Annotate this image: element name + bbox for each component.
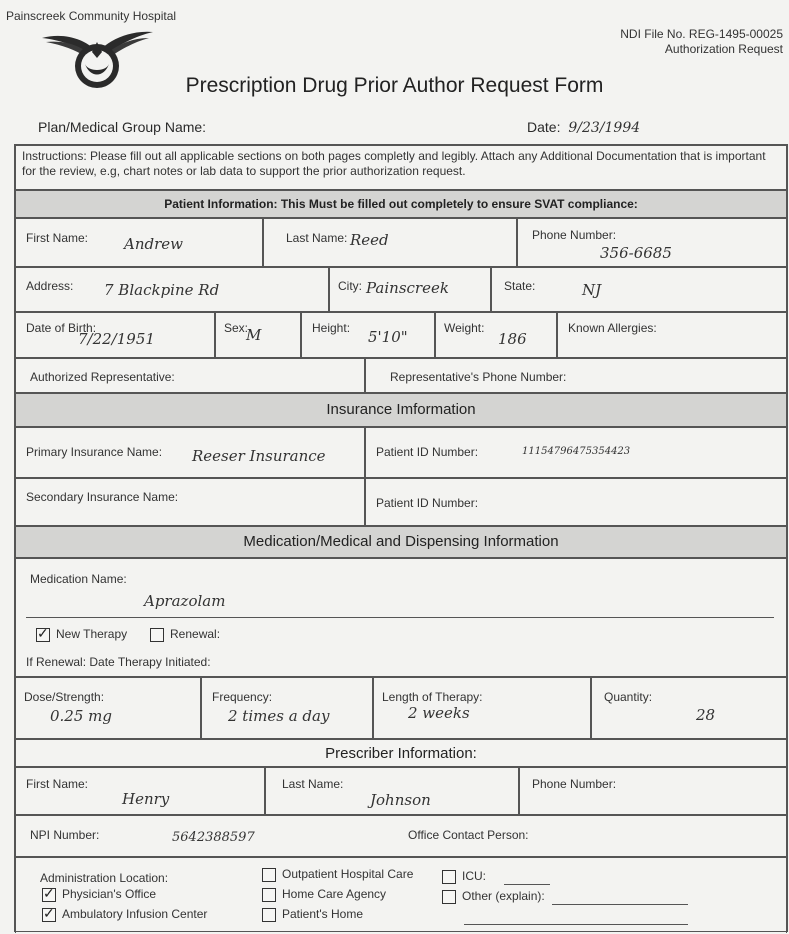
primary-insurance-value: Reeser Insurance: [192, 447, 326, 465]
quantity-field[interactable]: [591, 677, 787, 739]
medication-section-header: Medication/Medical and Dispensing Information: [15, 526, 787, 558]
frequency-label: Frequency:: [212, 690, 273, 704]
patient-first-name-field[interactable]: [15, 218, 263, 267]
medication-name-value: Aprazolam: [144, 592, 226, 610]
patient-dob-label: Date of Birth:: [26, 321, 97, 335]
home-care-box[interactable]: [262, 888, 276, 902]
patient-phone-value: 356-6685: [600, 244, 672, 262]
icu-checkbox[interactable]: [442, 869, 486, 884]
other-underline-1: [552, 904, 688, 905]
patient-last-name-value: Reed: [350, 231, 389, 249]
patient-sex-label: Sex:: [224, 321, 249, 335]
renewal-box[interactable]: [150, 628, 164, 642]
patient-dob-value: 7/22/1951: [78, 330, 155, 348]
prescriber-last-name-label: Last Name:: [282, 777, 344, 791]
other-label: Other (explain):: [462, 889, 545, 903]
patient-allergies-label: Known Allergies:: [568, 321, 657, 335]
prescriber-phone-label: Phone Number:: [532, 777, 617, 791]
patient-allergies-field[interactable]: [557, 312, 787, 358]
outpatient-label: Outpatient Hospital Care: [282, 867, 414, 881]
physicians-office-checkbox[interactable]: [42, 887, 156, 902]
prescriber-section-header: Prescriber Information:: [15, 739, 787, 767]
prescriber-first-name-label: First Name:: [26, 777, 89, 791]
secondary-insurance-label: Secondary Insurance Name:: [26, 490, 179, 504]
length-value: 2 weeks: [408, 704, 470, 722]
frequency-value: 2 times a day: [228, 707, 330, 725]
primary-insurance-field[interactable]: [15, 427, 365, 478]
insurance-section-header: Insurance Imformation: [15, 393, 787, 427]
patient-last-name-field[interactable]: [263, 218, 517, 267]
patient-city-value: Painscreek: [366, 279, 449, 297]
prescriber-first-name-value: Henry: [122, 790, 170, 808]
date-value: 9/23/1994: [568, 120, 641, 136]
new-therapy-box[interactable]: [36, 628, 50, 642]
patient-address-value: 7 Blackpine Rd: [104, 281, 220, 299]
ambulatory-checkbox[interactable]: [42, 907, 207, 922]
patient-address-label: Address:: [26, 279, 74, 293]
patient-weight-field[interactable]: [435, 312, 557, 358]
patient-height-label: Height:: [312, 321, 351, 335]
frequency-field[interactable]: [201, 677, 373, 739]
icu-label: ICU:: [462, 869, 486, 883]
renewal-date-label: If Renewal: Date Therapy Initiated:: [26, 655, 211, 669]
ambulatory-box[interactable]: [42, 908, 56, 922]
npi-row: [15, 815, 787, 857]
rep-phone-field[interactable]: [365, 358, 787, 393]
medication-name-label: Medication Name:: [30, 572, 127, 586]
npi-label: NPI Number:: [30, 828, 100, 842]
dose-label: Dose/Strength:: [24, 690, 105, 704]
physicians-office-box[interactable]: [42, 888, 56, 902]
patient-id-label: Patient ID Number:: [376, 445, 479, 459]
patient-phone-label: Phone Number:: [532, 228, 617, 242]
quantity-label: Quantity:: [604, 690, 653, 704]
patient-first-name-value: Andrew: [124, 235, 183, 253]
patient-state-label: State:: [504, 279, 536, 293]
prescriber-last-name-value: Johnson: [370, 791, 431, 809]
patient-weight-value: 186: [498, 330, 527, 348]
patient-weight-label: Weight:: [444, 321, 485, 335]
new-therapy-label: New Therapy: [56, 627, 128, 641]
patient-id-2-field[interactable]: [365, 478, 787, 526]
outpatient-checkbox[interactable]: [262, 867, 413, 882]
office-contact-label: Office Contact Person:: [408, 828, 529, 842]
icu-box[interactable]: [442, 870, 456, 884]
patient-first-name-label: First Name:: [26, 231, 89, 245]
home-care-label: Home Care Agency: [282, 887, 387, 901]
patient-sex-value: M: [246, 326, 262, 344]
prescriber-first-name-field[interactable]: [15, 767, 265, 815]
file-type: Authorization Request: [664, 42, 783, 56]
physicians-office-label: Physician's Office: [62, 887, 157, 901]
patient-state-value: NJ: [582, 281, 602, 299]
renewal-checkbox[interactable]: [150, 627, 220, 642]
request-form: [14, 144, 788, 932]
plan-group-label: Plan/Medical Group Name:: [38, 119, 207, 135]
length-label: Length of Therapy:: [382, 690, 483, 704]
prescriber-phone-field[interactable]: [519, 767, 787, 815]
dose-value: 0.25 mg: [50, 707, 112, 725]
form-title: Prescription Drug Prior Author Request Form: [185, 74, 604, 97]
instructions: Instructions: Please fill out all applicable sections on both pages completly and legibly. Attach any Additional Documentation that is important for the review, e.g, chart notes or lab data to support the prior authorization request.: [15, 145, 787, 190]
patient-phone-field[interactable]: [517, 218, 787, 267]
patients-home-checkbox[interactable]: [262, 907, 363, 922]
ambulatory-label: Ambulatory Infusion Center: [62, 907, 208, 921]
file-info: [620, 27, 783, 57]
renewal-label: Renewal:: [170, 627, 221, 641]
patient-city-field[interactable]: [329, 267, 491, 312]
patient-state-field[interactable]: [491, 267, 787, 312]
patient-height-field[interactable]: [301, 312, 435, 358]
admin-location-label: Administration Location:: [40, 871, 169, 885]
file-number: NDI File No. REG-1495-00025: [620, 27, 783, 41]
medication-name-underline: [26, 617, 774, 618]
other-checkbox[interactable]: [442, 889, 545, 904]
patient-sex-field[interactable]: [215, 312, 301, 358]
primary-insurance-label: Primary Insurance Name:: [26, 445, 163, 459]
hospital-name: Painscreek Community Hospital: [6, 9, 177, 23]
outpatient-box[interactable]: [262, 868, 276, 882]
patients-home-box[interactable]: [262, 908, 276, 922]
home-care-checkbox[interactable]: [262, 887, 386, 902]
patient-height-value: 5'10": [368, 328, 408, 346]
dose-field[interactable]: [15, 677, 201, 739]
length-field[interactable]: [373, 677, 591, 739]
date-field[interactable]: [527, 119, 640, 136]
authorized-rep-label: Authorized Representative:: [30, 370, 175, 384]
patient-dob-field[interactable]: [15, 312, 215, 358]
other-underline-2: [464, 924, 688, 925]
icu-underline: [504, 884, 550, 885]
prescriber-last-name-field[interactable]: [265, 767, 519, 815]
patient-last-name-label: Last Name:: [286, 231, 348, 245]
patient-section-header: Patient Information: This Must be filled out completely to ensure SVAT compliance:: [15, 190, 787, 218]
patient-address-field[interactable]: [15, 267, 329, 312]
patient-id-2-label: Patient ID Number:: [376, 496, 479, 510]
patient-id-field[interactable]: [365, 427, 787, 478]
medication-block: [15, 558, 787, 677]
date-label: Date:: [527, 119, 561, 135]
patients-home-label: Patient's Home: [282, 907, 363, 921]
admin-location-block: [15, 857, 787, 933]
npi-value: 5642388597: [172, 830, 255, 845]
secondary-insurance-field[interactable]: [15, 478, 365, 526]
patient-id-value: 11154796475354423: [522, 446, 631, 457]
other-box[interactable]: [442, 890, 456, 904]
new-therapy-checkbox[interactable]: [36, 627, 127, 642]
authorized-rep-field[interactable]: [15, 358, 365, 393]
quantity-value: 28: [696, 706, 716, 724]
rep-phone-label: Representative's Phone Number:: [390, 370, 567, 384]
patient-city-label: City:: [338, 279, 362, 293]
